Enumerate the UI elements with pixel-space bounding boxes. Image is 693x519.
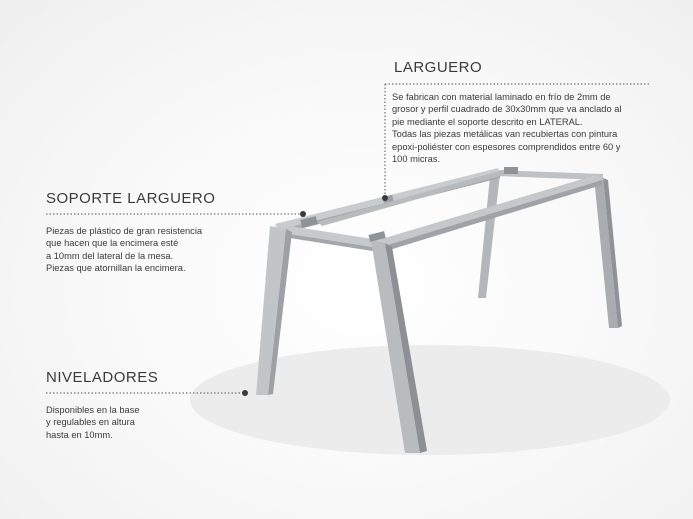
- niveladores-line: y regulables en altura: [46, 417, 135, 428]
- larguero-line: grosor y perfil cuadrado de 30x30mm que va anclado al: [392, 104, 622, 115]
- niveladores-line: Disponibles en la base: [46, 405, 140, 415]
- leader-soporte-dot: [300, 211, 306, 217]
- larguero-line: epoxi-poliéster con espesores comprendidos entre 60 y: [392, 141, 621, 152]
- support-piece-back-left: [504, 167, 518, 174]
- larguero-line: Todas las piezas metálicas van recubiertas con pintura: [392, 129, 618, 140]
- larguero-line: 100 micras.: [392, 154, 441, 165]
- larguero-line: Se fabrican con material laminado en frío de 2mm de: [392, 92, 611, 102]
- niveladores-heading: NIVELADORES: [46, 369, 159, 386]
- soporte-larguero-heading: SOPORTE LARGUERO: [46, 190, 216, 207]
- niveladores-description: [46, 404, 140, 441]
- larguero-heading: LARGUERO: [394, 59, 483, 76]
- soporte-line: Piezas que atornillan la encimera.: [46, 263, 186, 274]
- leader-larguero-dot: [382, 195, 388, 201]
- leader-nivel-dot: [242, 390, 248, 396]
- soporte-larguero-description: [46, 225, 202, 275]
- soporte-line: que hacen que la encimera esté: [46, 238, 179, 249]
- larguero-description: [392, 91, 621, 165]
- soporte-line: a 10mm del lateral de la mesa.: [46, 250, 174, 261]
- back-left-leg: [478, 174, 500, 298]
- soporte-line: Piezas de plástico de gran resistencia: [46, 226, 203, 236]
- niveladores-line: hasta en 10mm.: [46, 429, 113, 440]
- larguero-line: pie mediante el soporte descrito en LATERAL.: [392, 116, 583, 127]
